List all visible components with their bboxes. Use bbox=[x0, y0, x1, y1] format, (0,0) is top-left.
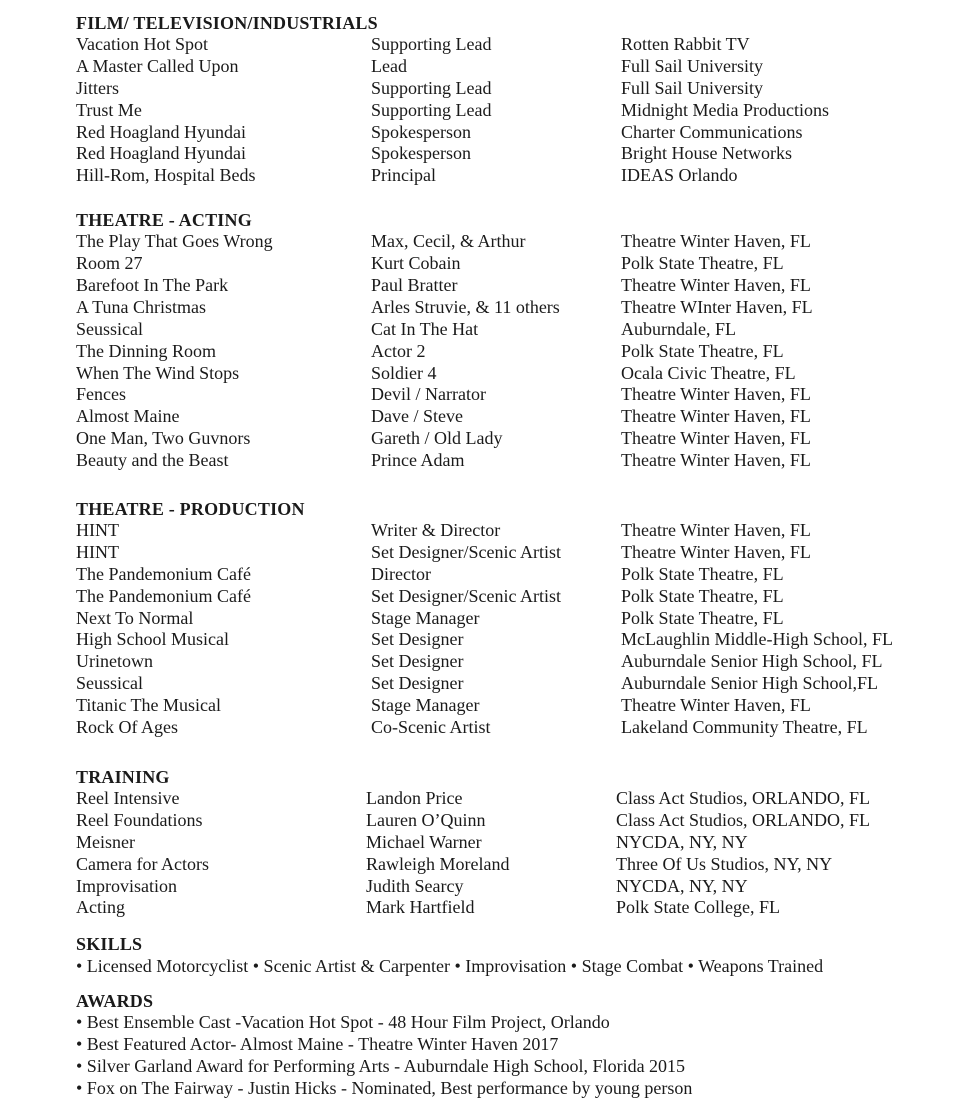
credit-title: Urinetown bbox=[76, 651, 153, 672]
theatre-production-section bbox=[76, 498, 946, 739]
section-heading: THEATRE - ACTING bbox=[76, 210, 252, 231]
award-item: • Fox on The Fairway - Justin Hicks - Nominated, Best performance by young person bbox=[76, 1077, 693, 1098]
credit-role: Rawleigh Moreland bbox=[366, 853, 510, 874]
credit-role: Co-Scenic Artist bbox=[371, 717, 491, 738]
table-row bbox=[76, 56, 946, 78]
credit-venue: Full Sail University bbox=[621, 55, 764, 76]
table-row bbox=[76, 717, 946, 739]
credit-role: Set Designer/Scenic Artist bbox=[371, 585, 561, 606]
credit-title: A Tuna Christmas bbox=[76, 296, 207, 317]
credit-title: Hill-Rom, Hospital Beds bbox=[76, 165, 256, 186]
table-row bbox=[76, 406, 946, 428]
table-row bbox=[76, 363, 946, 385]
credit-venue: Theatre Winter Haven, FL bbox=[621, 275, 811, 296]
credit-role: Supporting Lead bbox=[371, 99, 492, 120]
credit-venue: Rotten Rabbit TV bbox=[621, 34, 750, 54]
credit-venue: Polk State Theatre, FL bbox=[621, 563, 784, 584]
skills-list: • Licensed Motorcyclist • Scenic Artist & Carpenter • Improvisation • Stage Combat • Weapons Trained bbox=[76, 956, 824, 977]
table-row bbox=[76, 854, 946, 876]
credits-table bbox=[76, 231, 946, 472]
section-heading: FILM/ TELEVISION/INDUSTRIALS bbox=[76, 13, 378, 33]
credit-title: Jitters bbox=[76, 77, 119, 98]
credit-title: The Play That Goes Wrong bbox=[76, 231, 273, 252]
credit-venue: Theatre Winter Haven, FL bbox=[621, 541, 811, 562]
table-row bbox=[76, 651, 946, 673]
awards-section bbox=[76, 990, 946, 1100]
credit-title: Improvisation bbox=[76, 875, 177, 896]
award-item: • Best Featured Actor- Almost Maine - Theatre Winter Haven 2017 bbox=[76, 1034, 559, 1055]
credit-venue: Theatre Winter Haven, FL bbox=[621, 695, 811, 716]
table-row bbox=[76, 695, 946, 717]
table-row bbox=[76, 629, 946, 651]
table-row bbox=[76, 608, 946, 630]
award-item: • Best Ensemble Cast -Vacation Hot Spot - 48 Hour Film Project, Orlando bbox=[76, 1012, 610, 1033]
credit-role: Set Designer/Scenic Artist bbox=[371, 541, 561, 562]
credit-title: A Master Called Upon bbox=[76, 55, 239, 76]
award-item: • Silver Garland Award for Performing Arts - Auburndale High School, Florida 2015 bbox=[76, 1056, 686, 1077]
credit-role: Lead bbox=[371, 55, 407, 76]
table-row bbox=[76, 832, 946, 854]
credit-role: Devil / Narrator bbox=[371, 384, 486, 405]
table-row bbox=[76, 450, 946, 472]
table-row bbox=[76, 586, 946, 608]
credit-role: Set Designer bbox=[371, 629, 464, 650]
credit-title: Barefoot In The Park bbox=[76, 275, 229, 296]
table-row bbox=[76, 34, 946, 56]
credit-venue: Full Sail University bbox=[621, 77, 764, 98]
credit-role: Supporting Lead bbox=[371, 77, 492, 98]
credit-venue: Theatre Winter Haven, FL bbox=[621, 231, 811, 252]
credit-venue: Theatre Winter Haven, FL bbox=[621, 428, 811, 449]
table-row bbox=[76, 520, 946, 542]
table-row bbox=[76, 810, 946, 832]
table-row bbox=[76, 100, 946, 122]
credit-venue: Theatre Winter Haven, FL bbox=[621, 384, 811, 405]
credit-venue: Polk State Theatre, FL bbox=[621, 253, 784, 274]
credit-venue: Theatre Winter Haven, FL bbox=[621, 406, 811, 427]
credits-table bbox=[76, 34, 946, 187]
credit-title: The Pandemonium Café bbox=[76, 585, 251, 606]
theatre-acting-section bbox=[76, 209, 946, 472]
section-heading: AWARDS bbox=[76, 991, 154, 1012]
table-row bbox=[76, 673, 946, 695]
credit-title: Seussical bbox=[76, 673, 143, 694]
table-row bbox=[76, 231, 946, 253]
table-row bbox=[76, 297, 946, 319]
table-row bbox=[76, 319, 946, 341]
credit-role: Supporting Lead bbox=[371, 34, 492, 54]
credit-title: Almost Maine bbox=[76, 406, 180, 427]
table-row bbox=[76, 384, 946, 406]
credit-venue: Theatre WInter Haven, FL bbox=[621, 296, 813, 317]
credit-venue: Charter Communications bbox=[621, 121, 803, 142]
credit-venue: Theatre Winter Haven, FL bbox=[621, 520, 811, 541]
table-row bbox=[76, 122, 946, 144]
credit-title: Trust Me bbox=[76, 99, 142, 120]
credit-role: Principal bbox=[371, 165, 436, 186]
credit-role: Writer & Director bbox=[371, 520, 501, 541]
table-row bbox=[76, 542, 946, 564]
table-row bbox=[76, 165, 946, 187]
credit-title: High School Musical bbox=[76, 629, 229, 650]
credit-venue: Three Of Us Studios, NY, NY bbox=[616, 853, 833, 874]
resume-page bbox=[76, 12, 946, 1100]
skills-section bbox=[76, 933, 946, 977]
credit-title: HINT bbox=[76, 541, 119, 562]
credit-venue: Polk State Theatre, FL bbox=[621, 340, 784, 361]
credit-venue: NYCDA, NY, NY bbox=[616, 831, 748, 852]
credits-table bbox=[76, 520, 946, 739]
training-table bbox=[76, 788, 946, 919]
credit-venue: NYCDA, NY, NY bbox=[616, 875, 748, 896]
credit-role: Gareth / Old Lady bbox=[371, 428, 503, 449]
table-row bbox=[76, 788, 946, 810]
credit-role: Arles Struvie, & 11 others bbox=[371, 296, 560, 317]
credit-venue: Bright House Networks bbox=[621, 143, 792, 164]
credit-title: Fences bbox=[76, 384, 126, 405]
table-row bbox=[76, 428, 946, 450]
credit-title: Camera for Actors bbox=[76, 853, 209, 874]
credit-venue: Midnight Media Productions bbox=[621, 99, 829, 120]
credit-title: The Dinning Room bbox=[76, 340, 216, 361]
credit-venue: IDEAS Orlando bbox=[621, 165, 738, 186]
credit-venue: Auburndale, FL bbox=[621, 318, 736, 339]
credit-title: Reel Intensive bbox=[76, 787, 180, 808]
credit-role: Stage Manager bbox=[371, 695, 480, 716]
table-row bbox=[76, 564, 946, 586]
credit-title: Acting bbox=[76, 897, 125, 918]
table-row bbox=[76, 143, 946, 165]
table-row bbox=[76, 897, 946, 919]
credit-role: Director bbox=[371, 563, 431, 584]
credit-title: Next To Normal bbox=[76, 607, 194, 628]
credit-venue: Auburndale Senior High School,FL bbox=[621, 673, 878, 694]
credit-role: Cat In The Hat bbox=[371, 318, 479, 339]
credit-role: Mark Hartfield bbox=[366, 897, 475, 918]
credit-venue: Auburndale Senior High School, FL bbox=[621, 651, 883, 672]
credit-venue: Lakeland Community Theatre, FL bbox=[621, 717, 868, 738]
credit-venue: Class Act Studios, ORLANDO, FL bbox=[616, 809, 871, 830]
credit-role: Set Designer bbox=[371, 651, 464, 672]
credit-role: Stage Manager bbox=[371, 607, 480, 628]
credit-title: Red Hoagland Hyundai bbox=[76, 143, 246, 164]
credit-role: Spokesperson bbox=[371, 121, 471, 142]
credit-role: Judith Searcy bbox=[366, 875, 464, 896]
credit-role: Soldier 4 bbox=[371, 362, 437, 383]
credit-title: Reel Foundations bbox=[76, 809, 203, 830]
credit-title: Room 27 bbox=[76, 253, 143, 274]
credit-title: Titanic The Musical bbox=[76, 695, 221, 716]
credit-title: Rock Of Ages bbox=[76, 717, 178, 738]
section-heading: SKILLS bbox=[76, 934, 143, 955]
credit-venue: McLaughlin Middle-High School, FL bbox=[621, 629, 893, 650]
credit-role: Kurt Cobain bbox=[371, 253, 461, 274]
film-television-section bbox=[76, 12, 946, 187]
credit-title: Beauty and the Beast bbox=[76, 450, 229, 471]
table-row bbox=[76, 253, 946, 275]
table-row bbox=[76, 275, 946, 297]
section-heading: THEATRE - PRODUCTION bbox=[76, 499, 305, 520]
credit-title: Meisner bbox=[76, 831, 135, 852]
credit-role: Actor 2 bbox=[371, 340, 426, 361]
credit-role: Set Designer bbox=[371, 673, 464, 694]
credit-venue: Theatre Winter Haven, FL bbox=[621, 450, 811, 471]
credit-role: Lauren O’Quinn bbox=[366, 809, 486, 830]
table-row bbox=[76, 341, 946, 363]
training-section bbox=[76, 766, 946, 919]
credit-title: Seussical bbox=[76, 318, 143, 339]
credit-role: Prince Adam bbox=[371, 450, 465, 471]
table-row bbox=[76, 876, 946, 898]
credit-role: Michael Warner bbox=[366, 831, 482, 852]
credit-venue: Polk State College, FL bbox=[616, 897, 780, 918]
credit-venue: Class Act Studios, ORLANDO, FL bbox=[616, 787, 871, 808]
credit-title: HINT bbox=[76, 520, 119, 541]
credit-role: Spokesperson bbox=[371, 143, 471, 164]
credit-title: Red Hoagland Hyundai bbox=[76, 121, 246, 142]
credit-venue: Polk State Theatre, FL bbox=[621, 607, 784, 628]
credit-title: Vacation Hot Spot bbox=[76, 34, 208, 54]
credit-venue: Polk State Theatre, FL bbox=[621, 585, 784, 606]
section-heading: TRAINING bbox=[76, 766, 170, 787]
table-row bbox=[76, 78, 946, 100]
credit-venue: Ocala Civic Theatre, FL bbox=[621, 362, 796, 383]
credit-role: Landon Price bbox=[366, 787, 463, 808]
credit-role: Max, Cecil, & Arthur bbox=[371, 231, 526, 252]
credit-role: Paul Bratter bbox=[371, 275, 458, 296]
credit-role: Dave / Steve bbox=[371, 406, 463, 427]
credit-title: The Pandemonium Café bbox=[76, 563, 251, 584]
credit-title: One Man, Two Guvnors bbox=[76, 428, 251, 449]
credit-title: When The Wind Stops bbox=[76, 362, 240, 383]
